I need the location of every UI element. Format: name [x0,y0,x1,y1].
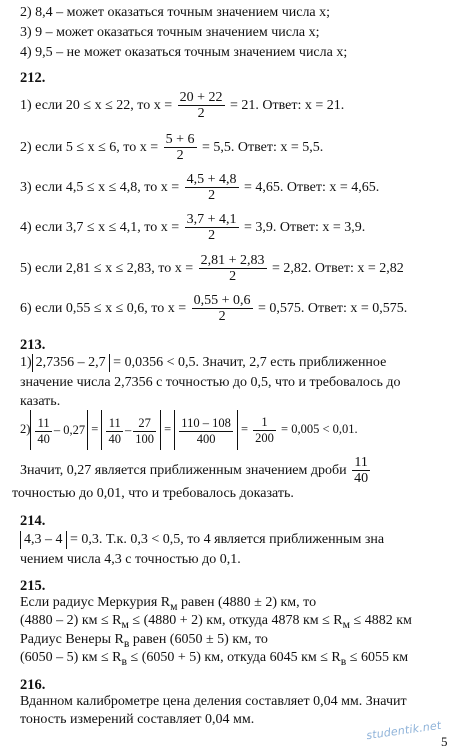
denominator: 2 [229,269,237,285]
line-4: 4) 9,5 – не может оказаться точным значением числа x; [20,45,348,60]
numerator: 4,5 + 4,8 [186,172,237,188]
numerator: 1 [253,415,276,431]
item-label: 1) [20,355,32,370]
numerator: 2,81 + 2,83 [200,253,265,269]
p212-item-1 [20,87,344,125]
text: Если радиус Меркурия R [20,595,171,610]
fraction [185,172,239,203]
p214-line-1 [20,530,384,550]
text: = 0,0356 < 0,5. Значит, 2,7 есть приближенное [113,355,387,370]
condition: 3) если 4,5 ≤ x ≤ 4,8, то x = [20,180,180,195]
text: ≤ 6055 км [346,650,409,665]
absolute-value: 4,3 – 4 [20,531,67,549]
subscript: м [170,599,178,613]
numerator: 11 [352,455,370,471]
result: = 0,575. Ответ: x = 0,575. [258,301,408,316]
numerator: 11 [35,416,52,432]
denominator: 200 [255,430,274,445]
p212-item-5 [20,250,404,288]
fraction [199,253,267,284]
fraction [192,293,253,324]
problem-214-number: 214. [20,513,46,529]
p213-line-3: казать. [20,394,61,409]
numerator: 11 [106,416,123,432]
absolute-value: 2,7356 – 2,7 [32,354,110,372]
p216-line-1: Вданном калиброметре цена деления составляет 0,04 мм. Значит [20,694,407,709]
text: (6050 – 5) км ≤ R [20,650,122,665]
denominator: 2 [208,188,216,204]
text: ≤ 4882 км [350,613,412,628]
condition: 4) если 3,7 ≤ x ≤ 4,1, то x = [20,220,180,235]
problem-212-number: 212. [20,70,46,86]
denominator: 2 [176,148,184,164]
p212-item-6 [20,290,407,328]
p213-line-5 [20,451,372,491]
equals: = [164,422,172,436]
text: = 0,005 < 0,01. [281,422,358,436]
p214-line-2: чением числа 4,3 с точностью до 0,1. [20,552,241,567]
condition: 5) если 2,81 ≤ x ≤ 2,83, то x = [20,261,194,276]
text: Значит, 0,27 является приближенным значением дроби [20,463,347,478]
denominator: 40 [37,431,50,446]
fraction [352,455,370,486]
subscript: в [121,654,128,668]
numerator: 110 – 108 [181,415,231,430]
fraction [178,90,225,121]
p215-line-2 [20,613,412,633]
denominator: 40 [108,431,121,446]
text: Радиус Венеры R [20,632,124,647]
absolute-value-1 [30,410,88,450]
equals: = [91,422,99,436]
p212-item-2 [20,129,323,167]
condition: 6) если 0,55 ≤ x ≤ 0,6, то x = [20,301,187,316]
p213-line-4 [20,409,358,450]
denominator: 2 [218,309,226,325]
fraction [35,416,52,447]
denominator: 400 [196,431,216,446]
p213-line-6: точностью до 0,01, что и требовалось доказать. [12,486,294,501]
absolute-value-3 [174,410,238,450]
fraction [106,416,123,447]
absolute-value-2 [101,410,161,450]
p215-line-1 [20,595,316,615]
p212-item-4 [20,209,365,247]
line-2: 2) 8,4 – может оказаться точным значением числа x; [20,5,331,20]
minus: – [124,423,132,438]
subscript: в [340,654,347,668]
equals: = [240,422,249,436]
p212-item-3 [20,169,379,207]
line-3: 3) 9 – может оказаться точным значением числа x; [20,25,320,40]
result: = 21. Ответ: x = 21. [230,98,345,113]
fraction [185,212,239,243]
problem-215-number: 215. [20,578,46,594]
watermark: studentik.net [365,718,443,743]
denominator: 40 [354,471,369,487]
p213-line-2: значение числа 2,7356 с точностью до 0,5, что и требовалось до [20,375,401,390]
item-label: 2) [20,422,31,436]
result: = 2,82. Ответ: x = 2,82 [272,261,404,276]
fraction [253,415,276,446]
fraction [164,132,197,163]
condition: 1) если 20 ≤ x ≤ 22, то x = [20,98,173,113]
text: ≤ (6050 + 5) км, откуда 6045 км ≤ R [127,650,341,665]
subscript: в [123,636,130,650]
problem-213-number: 213. [20,337,46,353]
condition: 2) если 5 ≤ x ≤ 6, то x = [20,140,159,155]
result: = 3,9. Ответ: x = 3,9. [244,220,366,235]
denominator: 2 [197,106,205,122]
numerator: 3,7 + 4,1 [186,212,237,228]
denominator: 100 [135,431,154,446]
text: (4880 – 2) км ≤ R [20,613,122,628]
numerator: 5 + 6 [165,132,195,148]
p213-line-1 [20,353,386,373]
p215-line-4 [20,650,408,670]
text: – 0,27 [53,423,86,438]
text: равен (4880 ± 2) км, то [177,595,317,610]
numerator: 27 [133,416,156,432]
result: = 4,65. Ответ: x = 4,65. [244,180,380,195]
numerator: 0,55 + 0,6 [193,293,251,309]
text: равен (6050 ± 5) км, то [129,632,268,647]
text: = 0,3. Т.к. 0,3 < 0,5, то 4 является приближенным зна [70,532,385,547]
page-number: 5 [441,734,448,749]
subscript: м [121,617,129,631]
fraction [179,416,233,447]
subscript: м [342,617,351,631]
denominator: 2 [208,228,216,244]
numerator: 20 + 22 [179,90,223,106]
p216-line-2: тоность измерений составляет 0,04 мм. [20,712,255,727]
problem-216-number: 216. [20,677,46,693]
text: ≤ (4880 + 2) км, откуда 4878 км ≤ R [128,613,343,628]
result: = 5,5. Ответ: x = 5,5. [202,140,324,155]
fraction [133,416,156,447]
p215-line-3 [20,632,268,652]
